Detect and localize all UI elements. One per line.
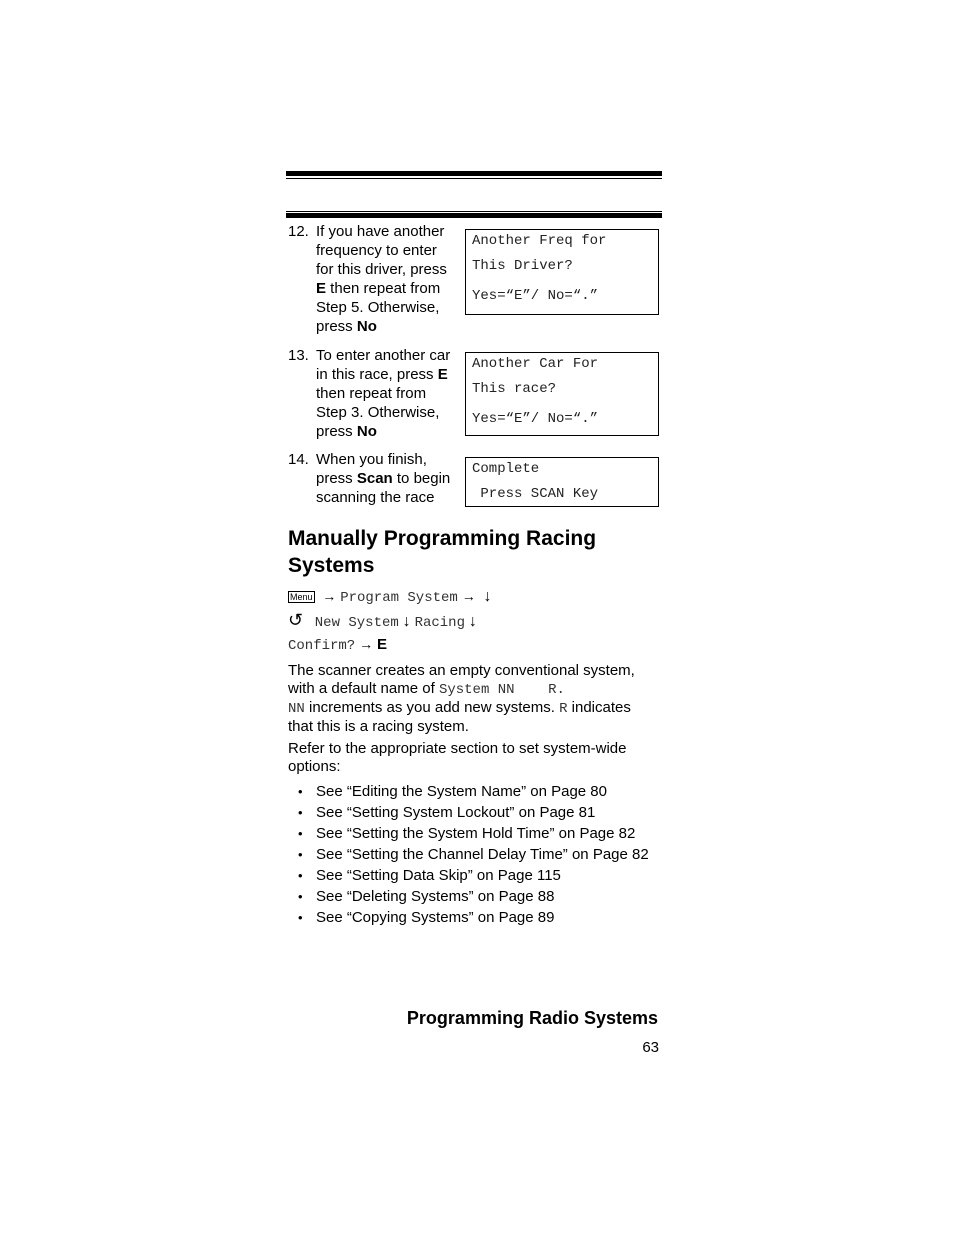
list-item: • See “Editing the System Name” on Page 80 bbox=[298, 781, 649, 802]
list-item: • See “Setting System Lockout” on Page 81 bbox=[298, 802, 649, 823]
lcd-display-another-freq bbox=[465, 229, 659, 315]
menu-path-line-2 bbox=[288, 610, 477, 631]
path-confirm: Confirm? bbox=[288, 638, 356, 654]
step-number: 12. bbox=[288, 223, 309, 240]
lcd-line: This Driver? bbox=[472, 258, 573, 274]
section-rule-thick bbox=[286, 213, 662, 218]
section-title-line: Systems bbox=[288, 554, 375, 577]
arrow-right-icon: → bbox=[359, 636, 374, 652]
lcd-line: Complete bbox=[472, 461, 540, 477]
code-r: R bbox=[559, 701, 568, 717]
step-line: When you finish, bbox=[316, 451, 427, 468]
step-line bbox=[316, 279, 461, 298]
list-item: • See “Setting Data Skip” on Page 115 bbox=[298, 865, 649, 886]
para-line: that this is a racing system. bbox=[288, 718, 469, 735]
arrow-right-icon: → bbox=[461, 588, 476, 604]
lcd-line: Yes=“E”/ No=“.” bbox=[472, 288, 599, 304]
path-racing: Racing bbox=[414, 615, 465, 631]
step-line: for this driver, press bbox=[316, 261, 447, 278]
key-e: E bbox=[437, 366, 448, 383]
step-line-text: then repeat from bbox=[326, 280, 441, 297]
step-line bbox=[316, 365, 461, 384]
step-text bbox=[316, 222, 461, 336]
arrow-down-icon: ↓ bbox=[483, 588, 492, 605]
key-no: No bbox=[356, 423, 377, 440]
lcd-display-another-car bbox=[465, 352, 659, 436]
list-item: • See “Setting the Channel Delay Time” on Page 82 bbox=[298, 844, 649, 865]
step-line-text: to begin bbox=[392, 470, 451, 487]
footer-chapter-title: Programming Radio Systems bbox=[406, 1008, 658, 1028]
see-also-list bbox=[298, 781, 649, 928]
step-text bbox=[316, 450, 461, 507]
step-line: then repeat from bbox=[316, 385, 427, 402]
header-rule-thin bbox=[286, 178, 662, 179]
step-line-text: press bbox=[316, 423, 357, 440]
lcd-line: Press SCAN Key bbox=[472, 486, 599, 502]
menu-path-line-1 bbox=[288, 588, 491, 606]
step-line-text: in this race, press bbox=[316, 366, 438, 383]
key-no: No bbox=[356, 318, 377, 335]
arrow-down-icon: ↓ bbox=[402, 613, 411, 630]
code-nn: NN bbox=[288, 701, 305, 717]
step-line: If you have another bbox=[316, 223, 445, 240]
para-line bbox=[288, 680, 668, 699]
default-system-name: System NN R. bbox=[438, 682, 565, 698]
path-new-system: New System bbox=[314, 615, 399, 631]
lcd-display-complete bbox=[465, 457, 659, 507]
para-text: with a default name of bbox=[288, 680, 439, 697]
step-line-text: press bbox=[316, 470, 357, 487]
step-line: To enter another car bbox=[316, 347, 451, 364]
step-number: 13. bbox=[288, 347, 309, 364]
section-rule-thin bbox=[286, 211, 662, 212]
step-line: scanning the race bbox=[316, 489, 435, 506]
lcd-line: Yes=“E”/ No=“.” bbox=[472, 411, 599, 427]
section-title bbox=[288, 525, 668, 579]
step-number: 14. bbox=[288, 451, 309, 468]
step-line-text: press bbox=[316, 318, 357, 335]
key-scan: Scan bbox=[356, 470, 393, 487]
list-item: • See “Copying Systems” on Page 89 bbox=[298, 907, 649, 928]
para-line: The scanner creates an empty conventional system, bbox=[288, 662, 635, 679]
para-line: options: bbox=[288, 758, 341, 775]
arrow-down-icon: ↓ bbox=[468, 613, 477, 630]
lcd-line: This race? bbox=[472, 381, 557, 397]
step-line: frequency to enter bbox=[316, 242, 437, 259]
step-text bbox=[316, 346, 461, 441]
key-e: E bbox=[316, 280, 327, 297]
para-line: Refer to the appropriate section to set system-wide bbox=[288, 740, 627, 757]
step-line: Step 5. Otherwise, bbox=[316, 299, 440, 316]
para-text: increments as you add new systems. bbox=[304, 699, 560, 716]
list-item: • See “Deleting Systems” on Page 88 bbox=[298, 886, 649, 907]
para-text: indicates bbox=[567, 699, 631, 716]
paragraph-system-creation bbox=[288, 662, 668, 736]
path-program-system: Program System bbox=[340, 590, 458, 606]
step-line bbox=[316, 422, 461, 441]
step-line: Step 3. Otherwise, bbox=[316, 404, 440, 421]
header-rule-thick bbox=[286, 171, 662, 176]
section-title-line: Manually Programming Racing bbox=[288, 527, 597, 550]
para-line bbox=[288, 699, 668, 718]
lcd-line: Another Car For bbox=[472, 356, 599, 372]
lcd-line: Another Freq for bbox=[472, 233, 607, 249]
key-e: E bbox=[377, 636, 388, 653]
menu-key-icon: Menu bbox=[290, 592, 313, 603]
menu-path-line-3 bbox=[288, 636, 387, 654]
step-line bbox=[316, 469, 461, 488]
paragraph-refer bbox=[288, 740, 668, 776]
rotate-knob-icon: ↺ bbox=[288, 610, 304, 630]
step-line bbox=[316, 317, 461, 336]
page-number: 63 bbox=[642, 1039, 659, 1056]
arrow-right-icon: → bbox=[322, 588, 337, 604]
list-item: • See “Setting the System Hold Time” on Page 82 bbox=[298, 823, 649, 844]
